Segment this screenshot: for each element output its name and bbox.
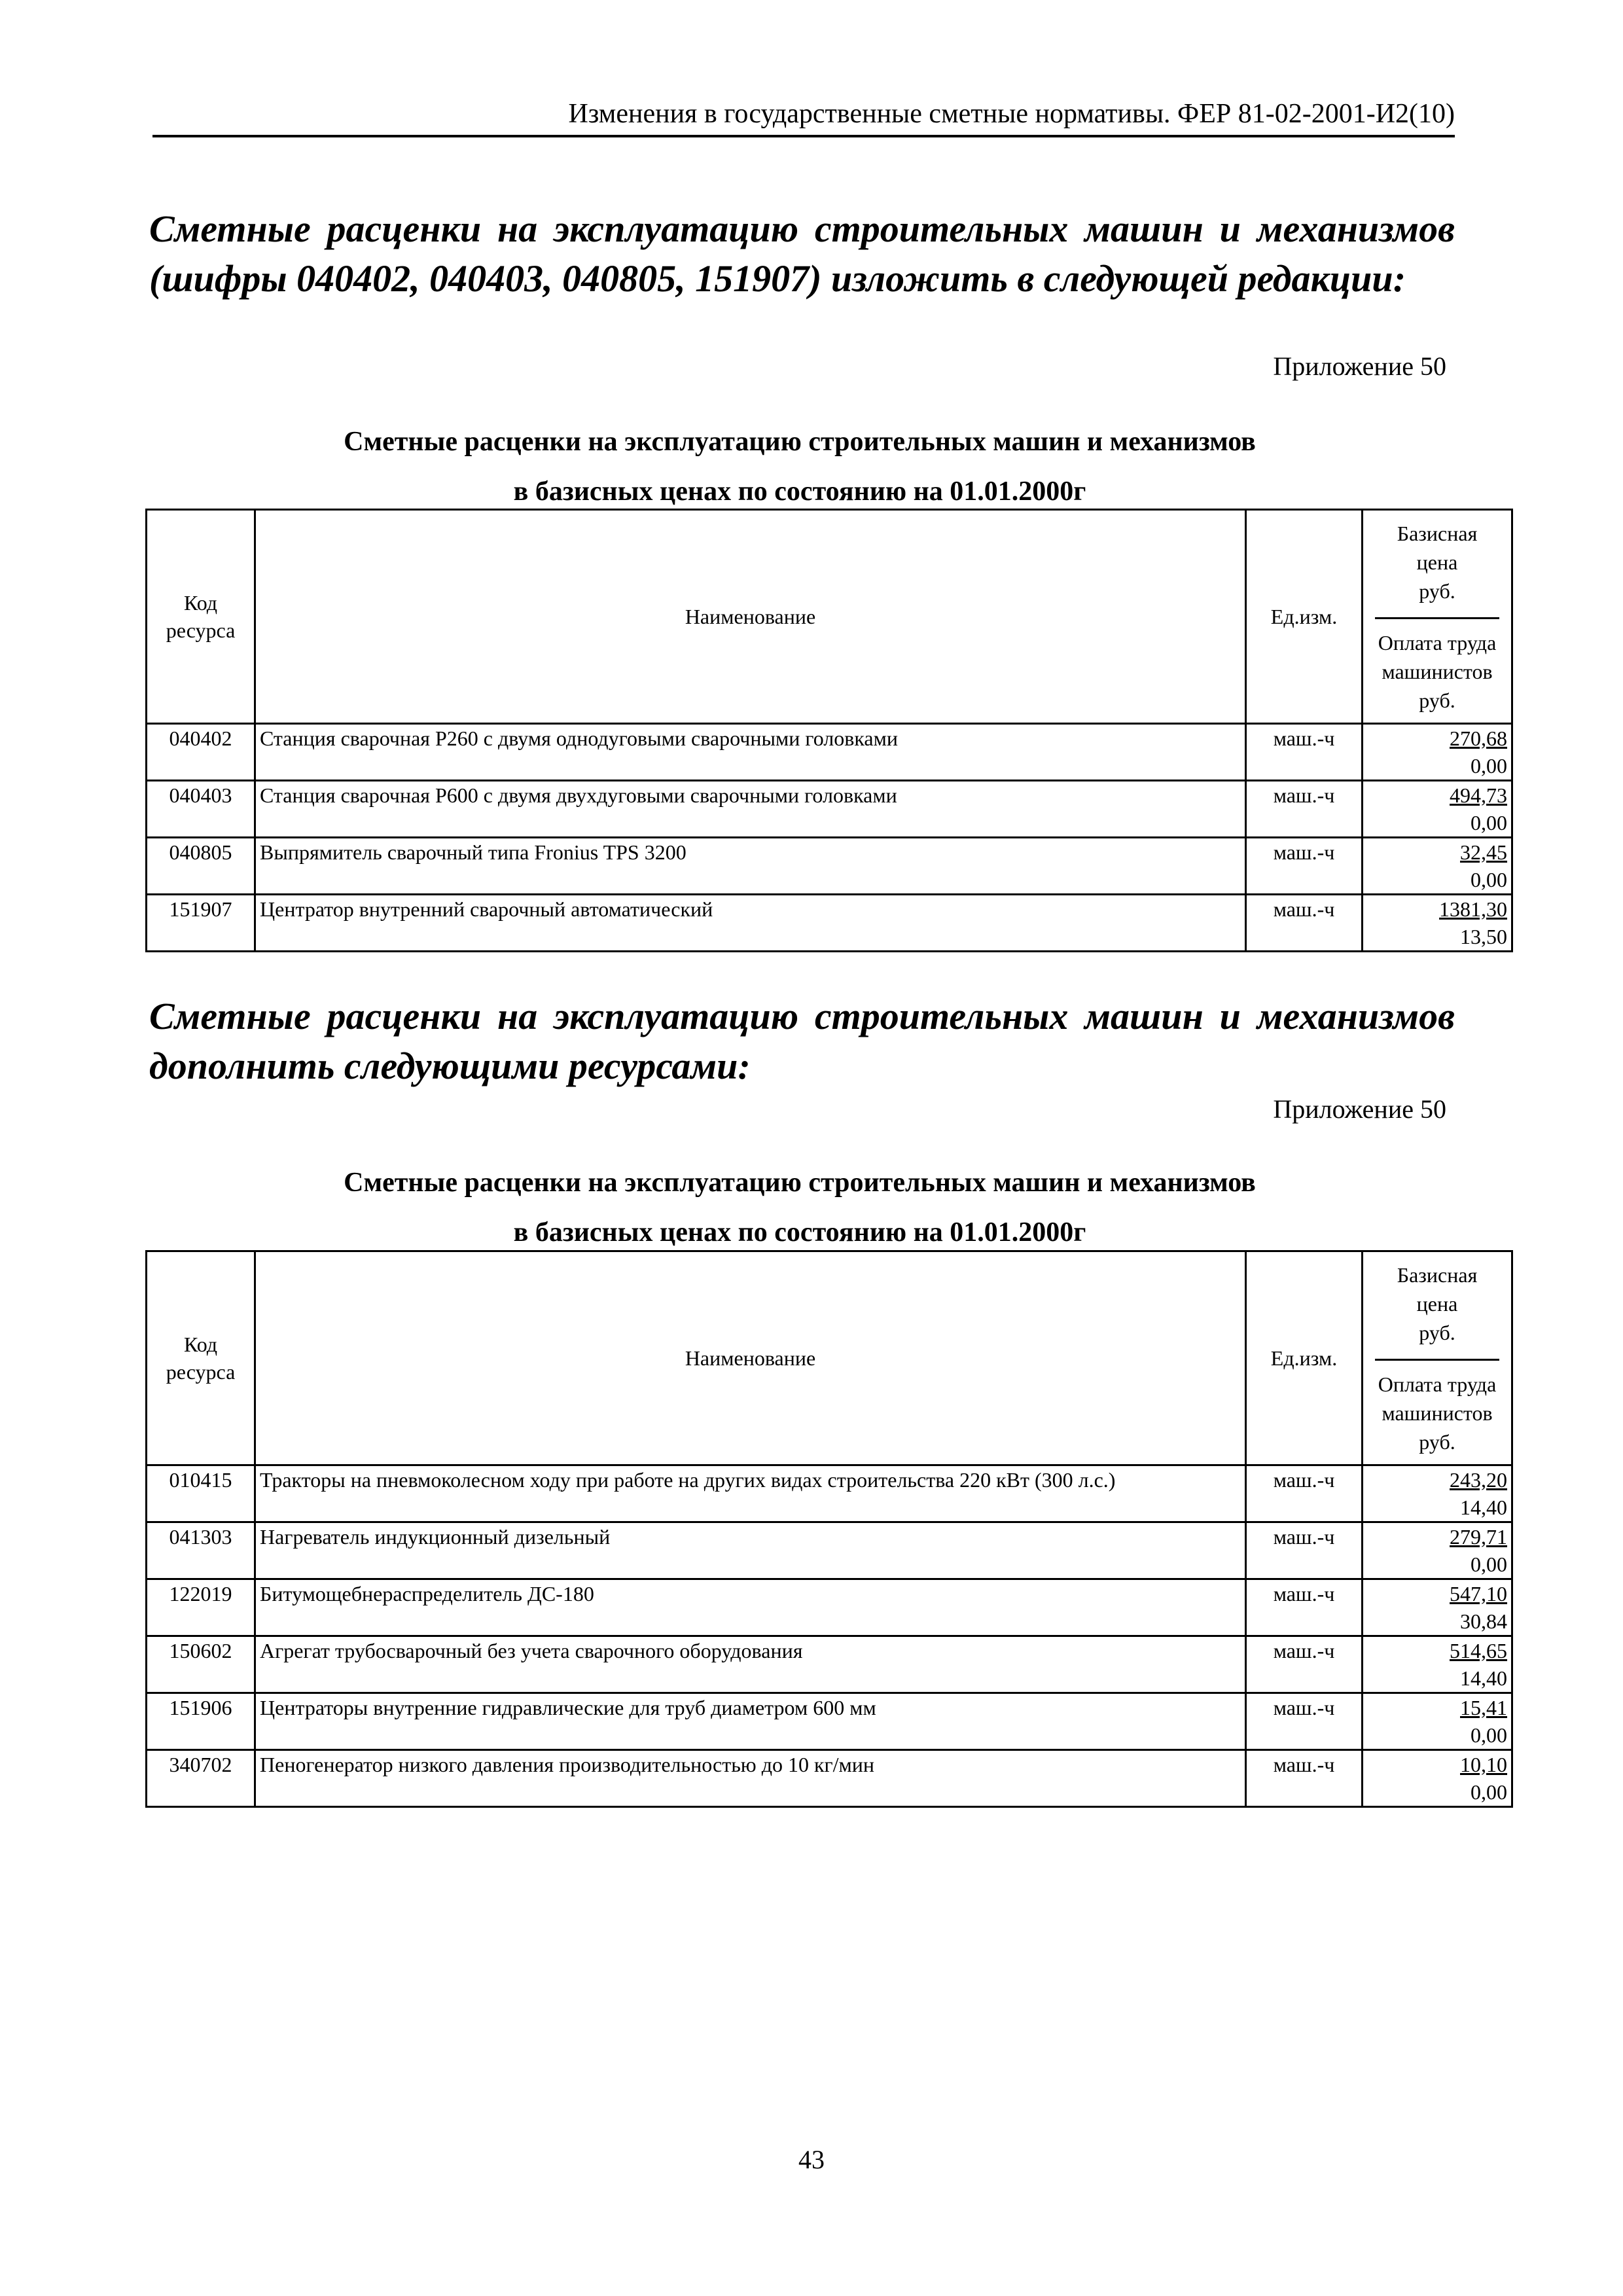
table-row [147, 1693, 1512, 1750]
table-row [147, 1636, 1512, 1693]
base-price: 270,68 [1450, 726, 1507, 750]
table-subtitle: в базисных ценах по состоянию на 01.01.2000г [513, 476, 1086, 507]
resource-unit: маш.-ч [1246, 838, 1363, 895]
base-price: 243,20 [1450, 1468, 1507, 1492]
table-subtitle: в базисных ценах по состоянию на 01.01.2000г [513, 1217, 1086, 1247]
resource-code: 040402 [147, 724, 255, 781]
running-header-text: Изменения в государственные сметные нормативы. ФЕР 81-02-2001-И2(10) [568, 99, 1455, 129]
page-number: 43 [798, 2145, 825, 2174]
header-code-line2: ресурса [166, 619, 236, 642]
table-row [147, 838, 1512, 895]
header-name: Наименование [255, 1251, 1246, 1465]
table-row [147, 1465, 1512, 1522]
table-row [147, 1750, 1512, 1807]
header-code [147, 510, 255, 724]
resource-unit: маш.-ч [1246, 1750, 1363, 1807]
base-price: 514,65 [1450, 1639, 1507, 1662]
table-row [147, 724, 1512, 781]
header-labor-line1: Оплата труда [1378, 1372, 1497, 1396]
header-unit: Ед.изм. [1246, 1251, 1363, 1465]
resource-code: 040403 [147, 781, 255, 838]
labor-cost: 14,40 [1460, 1496, 1507, 1519]
resource-code: 151906 [147, 1693, 255, 1750]
labor-cost: 0,00 [1471, 811, 1507, 834]
resource-code: 151907 [147, 895, 255, 952]
header-labor-line3: руб. [1419, 688, 1455, 712]
header-code-line1: Код [183, 1333, 218, 1356]
resource-code: 340702 [147, 1750, 255, 1807]
resource-name: Тракторы на пневмоколесном ходу при работе на других видах строительства 220 кВт (300 л.с.) [255, 1465, 1246, 1522]
labor-cost: 0,00 [1471, 754, 1507, 778]
resource-price [1363, 1522, 1512, 1579]
resource-name: Выпрямитель сварочный типа Fronius TPS 3200 [255, 838, 1246, 895]
resource-name: Центратор внутренний сварочный автоматический [255, 895, 1246, 952]
header-price-line2: цена [1416, 1291, 1458, 1316]
resource-price [1363, 1465, 1512, 1522]
resource-price [1363, 1693, 1512, 1750]
resource-unit: маш.-ч [1246, 1636, 1363, 1693]
resource-unit: маш.-ч [1246, 1522, 1363, 1579]
running-header [152, 97, 1455, 137]
header-labor-line3: руб. [1419, 1429, 1455, 1454]
labor-cost: 14,40 [1460, 1666, 1507, 1690]
table-row [147, 895, 1512, 952]
resource-price [1363, 838, 1512, 895]
resource-code: 040805 [147, 838, 255, 895]
resource-unit: маш.-ч [1246, 724, 1363, 781]
header-divider [1375, 1359, 1499, 1361]
resource-name: Агрегат трубосварочный без учета сварочного оборудования [255, 1636, 1246, 1693]
header-price-line1: Базисная [1397, 1263, 1478, 1287]
resource-code: 122019 [147, 1579, 255, 1636]
labor-cost: 30,84 [1460, 1609, 1507, 1633]
table-title: Сметные расценки на эксплуатацию строительных машин и механизмов [344, 1168, 1256, 1198]
resource-code: 010415 [147, 1465, 255, 1522]
table-row [147, 1522, 1512, 1579]
resource-price [1363, 1750, 1512, 1807]
table-row [147, 1579, 1512, 1636]
labor-cost: 0,00 [1471, 1723, 1507, 1747]
labor-cost: 0,00 [1471, 868, 1507, 891]
resource-unit: маш.-ч [1246, 895, 1363, 952]
resource-name: Нагреватель индукционный дизельный [255, 1522, 1246, 1579]
table-header-row [147, 510, 1512, 724]
resource-name: Станция сварочная Р260 с двумя однодуговыми сварочными головками [255, 724, 1246, 781]
resource-name: Центраторы внутренние гидравлические для труб диаметром 600 мм [255, 1693, 1246, 1750]
header-labor-line2: машинистов [1382, 659, 1493, 683]
rates-table [145, 1250, 1513, 1808]
labor-cost: 0,00 [1471, 1552, 1507, 1576]
resource-price [1363, 724, 1512, 781]
labor-cost: 0,00 [1471, 1780, 1507, 1804]
base-price: 279,71 [1450, 1525, 1507, 1549]
base-price: 494,73 [1450, 783, 1507, 807]
header-price-line2: цена [1416, 550, 1458, 574]
resource-code: 150602 [147, 1636, 255, 1693]
header-price-line3: руб. [1419, 579, 1455, 603]
header-divider [1375, 617, 1499, 619]
base-price: 10,10 [1460, 1753, 1507, 1776]
resource-name: Станция сварочная Р600 с двумя двухдуговыми сварочными головками [255, 781, 1246, 838]
appendix-label: Приложение 50 [1273, 351, 1446, 381]
header-code-line1: Код [183, 591, 218, 615]
header-price-line3: руб. [1419, 1320, 1455, 1344]
resource-price [1363, 781, 1512, 838]
header-price [1363, 510, 1512, 724]
resource-code: 041303 [147, 1522, 255, 1579]
rates-table [145, 509, 1513, 952]
resource-unit: маш.-ч [1246, 1465, 1363, 1522]
appendix-label: Приложение 50 [1273, 1094, 1446, 1124]
table-header-row [147, 1251, 1512, 1465]
base-price: 1381,30 [1439, 897, 1507, 921]
table-title: Сметные расценки на эксплуатацию строительных машин и механизмов [344, 427, 1256, 457]
base-price: 547,10 [1450, 1582, 1507, 1605]
header-labor-line1: Оплата труда [1378, 630, 1497, 655]
resource-unit: маш.-ч [1246, 1579, 1363, 1636]
resource-unit: маш.-ч [1246, 1693, 1363, 1750]
resource-price [1363, 895, 1512, 952]
section-heading: Сметные расценки на эксплуатацию строительных машин и механизмов дополнить следующими ресурсами: [149, 995, 1455, 1087]
header-labor-line2: машинистов [1382, 1401, 1493, 1425]
resource-name: Битумощебнераспределитель ДС-180 [255, 1579, 1246, 1636]
header-name: Наименование [255, 510, 1246, 724]
header-code-line2: ресурса [166, 1360, 236, 1384]
resource-name: Пеногенератор низкого давления производительностью до 10 кг/мин [255, 1750, 1246, 1807]
resource-price [1363, 1579, 1512, 1636]
header-unit: Ед.изм. [1246, 510, 1363, 724]
section-heading: Сметные расценки на эксплуатацию строительных машин и механизмов (шифры 040402, 040403, 040805, 151907) изложить в следующей редакции: [149, 207, 1455, 300]
header-price-line1: Базисная [1397, 521, 1478, 545]
base-price: 15,41 [1460, 1696, 1507, 1719]
header-price [1363, 1251, 1512, 1465]
table-row [147, 781, 1512, 838]
base-price: 32,45 [1460, 840, 1507, 864]
labor-cost: 13,50 [1460, 925, 1507, 948]
header-code [147, 1251, 255, 1465]
resource-price [1363, 1636, 1512, 1693]
resource-unit: маш.-ч [1246, 781, 1363, 838]
